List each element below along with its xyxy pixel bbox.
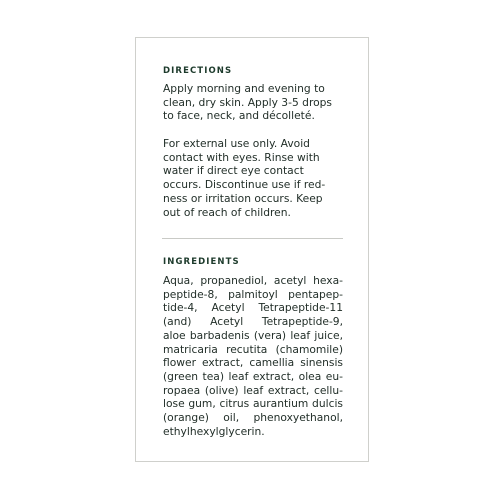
ingredients-list-text xyxy=(163,274,343,438)
text-line: out of reach of children. xyxy=(163,205,291,219)
text-line: flower extract, camellia sinensis xyxy=(163,356,343,370)
text-line: (and) Acetyl Tetrapeptide-9, xyxy=(163,315,343,329)
text-line: aloe barbadenis (vera) leaf juice, xyxy=(163,328,343,342)
text-line: ethylhexylglycerin. xyxy=(163,424,265,438)
text-line: water if direct eye contact xyxy=(163,164,304,178)
text-line: occurs. Discontinue use if red- xyxy=(163,178,326,192)
text-line: ropaea (olive) leaf extract, cellu- xyxy=(163,383,343,397)
text-line: to face, neck, and décolleté. xyxy=(163,109,315,123)
directions-heading: DIRECTIONS xyxy=(163,66,233,76)
ingredients-heading: INGREDIENTS xyxy=(163,257,240,267)
text-line: matricaria recutita (chamomile) xyxy=(163,342,343,356)
text-line: (green tea) leaf extract, olea eu- xyxy=(163,369,343,383)
text-line: lose gum, citrus aurantium dulcis xyxy=(163,397,343,411)
text-line: Aqua, propanediol, acetyl hexa- xyxy=(163,274,343,287)
text-line: (orange) oil, phenoxyethanol, xyxy=(163,411,343,425)
text-line: tide-4, Acetyl Tetrapeptide-11 xyxy=(163,301,343,315)
directions-warning-text xyxy=(163,137,349,219)
product-label-card xyxy=(135,37,369,462)
directions-usage-text xyxy=(163,82,349,123)
section-divider xyxy=(162,238,343,239)
text-line: ness or irritation occurs. Keep xyxy=(163,191,323,205)
text-line: clean, dry skin. Apply 3-5 drops xyxy=(163,95,332,109)
text-line: contact with eyes. Rinse with xyxy=(163,150,320,164)
text-line: For external use only. Avoid xyxy=(163,137,310,150)
text-line: peptide-8, palmitoyl pentapep- xyxy=(163,287,343,301)
text-line: Apply morning and evening to xyxy=(163,82,325,95)
